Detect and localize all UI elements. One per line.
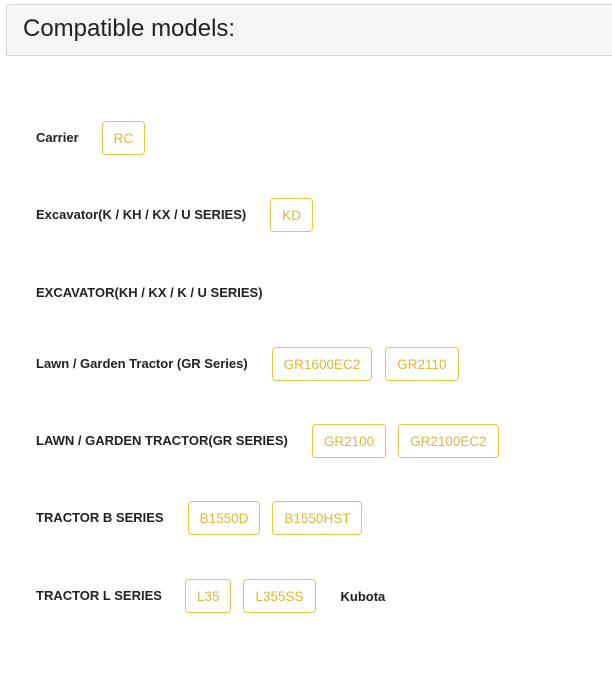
brand-label: Kubota (340, 588, 386, 604)
model-category-label: Carrier (36, 130, 79, 145)
model-row-lawn-garden-tractor-upper (36, 423, 499, 459)
model-tag-gr2110[interactable]: GR2110 (385, 347, 458, 381)
model-tag-b1550hst[interactable]: B1550HST (272, 501, 362, 535)
model-tag-gr2100[interactable]: GR2100 (312, 424, 386, 458)
model-row-lawn-garden-tractor (36, 346, 459, 382)
model-category-label: TRACTOR L SERIES (36, 588, 162, 603)
model-tag-b1550d[interactable]: B1550D (188, 501, 261, 535)
model-category-label: EXCAVATOR(KH / KX / K / U SERIES) (36, 285, 263, 300)
model-category-label: TRACTOR B SERIES (36, 510, 164, 525)
model-tag-l35[interactable]: L35 (185, 579, 232, 613)
model-tag-gr1600ec2[interactable]: GR1600EC2 (272, 347, 373, 381)
model-row-tractor-b-series (36, 500, 362, 536)
model-category-label: Excavator(K / KH / KX / U SERIES) (36, 207, 247, 222)
model-category-label: LAWN / GARDEN TRACTOR(GR SERIES) (36, 433, 288, 448)
panel-title: Compatible models: (23, 15, 236, 42)
model-tag-rc[interactable]: RC (102, 121, 146, 155)
model-tag-l355ss[interactable]: L355SS (243, 579, 315, 613)
model-row-excavator (36, 197, 313, 233)
model-row-carrier (36, 120, 145, 156)
model-row-excavator-upper (36, 275, 263, 311)
compatible-models-header (6, 4, 612, 56)
model-category-label: Lawn / Garden Tractor (GR Series) (36, 356, 248, 371)
model-tag-gr2100ec2[interactable]: GR2100EC2 (398, 424, 499, 458)
model-row-tractor-l-series (36, 578, 385, 614)
model-tag-kd[interactable]: KD (270, 198, 313, 232)
